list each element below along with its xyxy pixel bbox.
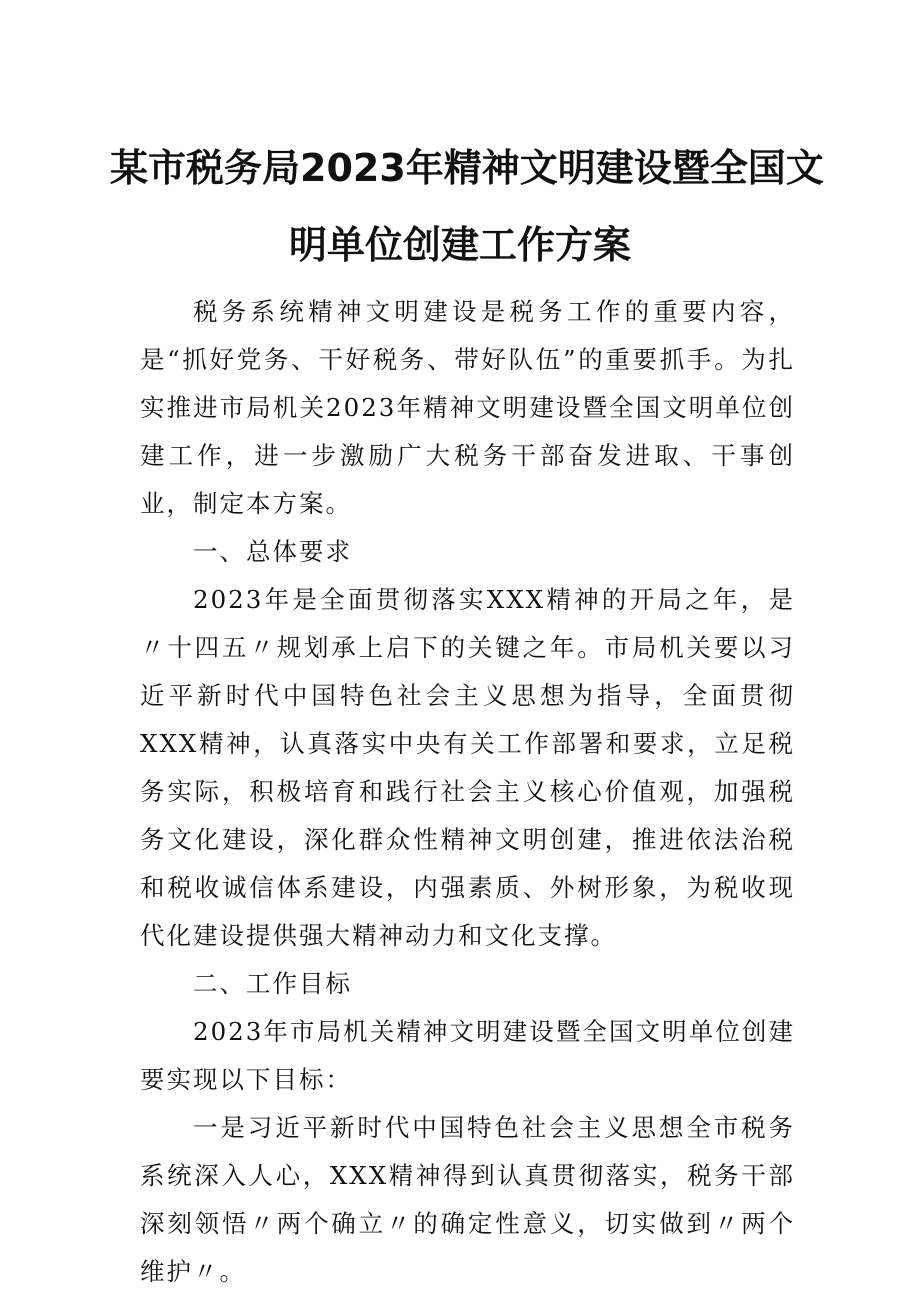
- work-goals-paragraph: 2023年市局机关精神文明建设暨全国文明单位创建要实现以下目标：: [140, 1017, 795, 1094]
- document-title-line-2: 明单位创建工作方案: [288, 223, 631, 267]
- general-requirements-paragraph: 2023年是全面贯彻落实XXX精神的开局之年，是〃十四五〃规划承上启下的关键之年。市局机关要以习近平新时代中国特色社会主义思想为指导，全面贯彻XXX精神，认真落实中央有关工作部署和要求，立足税务实际，积极培育和践行社会主义核心价值观，加强税务文化建设，深化群众性精神文明创建，推进依法治税和税收诚信体系建设，内强素质、外树形象，为税收现代化建设提供强大精神动力和文化支撑。: [140, 585, 795, 950]
- document-title-line-1: 某市税务局2023年精神文明建设暨全国文: [110, 146, 824, 190]
- document-body: [140, 288, 795, 1296]
- intro-paragraph: 税务系统精神文明建设是税务工作的重要内容，是“抓好党务、干好税务、带好队伍”的重要抓手。为扎实推进市局机关2023年精神文明建设暨全国文明单位创建工作，进一步激励广大税务干部奋发进取、干事创业，制定本方案。: [140, 297, 795, 518]
- section-heading-general-requirements: 一、总体要求: [193, 537, 352, 566]
- goal-one-paragraph: 一是习近平新时代中国特色社会主义思想全市税务系统深入人心，XXX精神得到认真贯彻落实，税务干部深刻领悟〃两个确立〃的确定性意义，切实做到〃两个维护〃。: [140, 1113, 795, 1286]
- section-heading-work-goals: 二、工作目标: [193, 969, 352, 998]
